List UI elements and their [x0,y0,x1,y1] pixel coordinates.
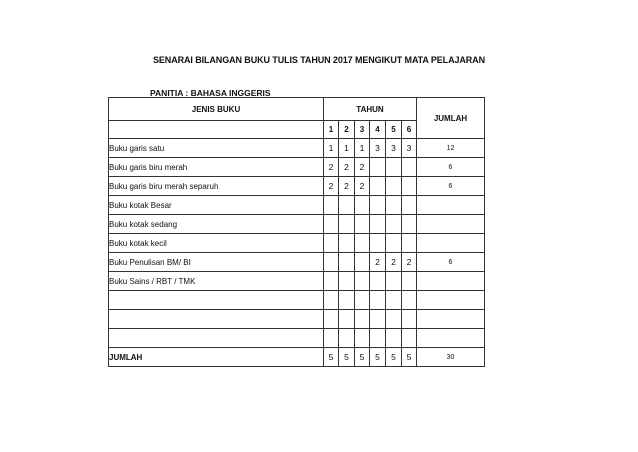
year-count-cell [386,177,402,196]
year-count-cell [402,158,417,177]
year-count-cell [324,329,339,348]
year-count-cell: 2 [339,177,355,196]
book-type-cell [109,310,324,329]
row-total-cell: 6 [417,158,485,177]
year-count-cell [355,253,370,272]
year-count-cell [324,196,339,215]
total-year-cell: 5 [339,348,355,367]
book-type-cell: Buku Penulisan BM/ BI [109,253,324,272]
table-row [109,158,485,177]
year-count-cell [370,310,386,329]
year-count-cell [355,272,370,291]
year-header: 3 [355,121,370,139]
book-type-cell: Buku garis biru merah separuh [109,177,324,196]
book-type-cell: Buku kotak kecil [109,234,324,253]
year-count-cell [386,234,402,253]
header-jumlah: JUMLAH [417,98,485,139]
year-count-cell: 1 [339,139,355,158]
year-count-cell [402,310,417,329]
year-count-cell [324,272,339,291]
year-count-cell: 1 [324,139,339,158]
table-row [109,291,485,310]
table-row [109,177,485,196]
year-count-cell: 2 [370,253,386,272]
book-type-cell: Buku kotak sedang [109,215,324,234]
year-count-cell [370,177,386,196]
book-count-table [108,97,485,367]
grand-total-cell: 30 [417,348,485,367]
book-type-cell [109,329,324,348]
year-count-cell [370,215,386,234]
year-header: 2 [339,121,355,139]
year-count-cell [339,234,355,253]
year-count-cell [402,234,417,253]
year-count-cell [355,215,370,234]
total-label-cell: JUMLAH [109,348,324,367]
year-count-cell [324,215,339,234]
year-count-cell [355,196,370,215]
year-count-cell [402,291,417,310]
year-count-cell [370,291,386,310]
year-count-cell [402,196,417,215]
row-total-cell: 6 [417,253,485,272]
year-count-cell: 2 [355,177,370,196]
year-count-cell [386,215,402,234]
table-row [109,310,485,329]
row-total-cell [417,291,485,310]
total-year-cell: 5 [402,348,417,367]
row-total-cell [417,234,485,253]
year-count-cell [324,310,339,329]
year-count-cell: 2 [339,158,355,177]
year-count-cell [324,234,339,253]
year-count-cell [370,272,386,291]
total-year-cell: 5 [324,348,339,367]
year-count-cell [339,310,355,329]
year-count-cell [370,234,386,253]
year-header: 1 [324,121,339,139]
year-count-cell [402,177,417,196]
book-type-cell: Buku kotak Besar [109,196,324,215]
year-count-cell: 3 [370,139,386,158]
year-count-cell: 2 [324,177,339,196]
year-header: 4 [370,121,386,139]
table-row [109,234,485,253]
row-total-cell [417,196,485,215]
year-count-cell [324,253,339,272]
year-header: 5 [386,121,402,139]
year-count-cell [355,234,370,253]
year-count-cell: 3 [386,139,402,158]
table-row [109,253,485,272]
year-count-cell [386,196,402,215]
year-count-cell [339,291,355,310]
year-count-cell [339,253,355,272]
year-count-cell: 2 [402,253,417,272]
table-row [109,329,485,348]
year-count-cell [386,272,402,291]
year-count-cell: 3 [402,139,417,158]
row-total-cell [417,329,485,348]
year-count-cell [339,329,355,348]
document-title: SENARAI BILANGAN BUKU TULIS TAHUN 2017 MENGIKUT MATA PELAJARAN [153,55,485,65]
book-type-cell: Buku garis satu [109,139,324,158]
table-row [109,215,485,234]
table-row [109,272,485,291]
year-count-cell: 2 [355,158,370,177]
year-count-cell [355,291,370,310]
book-type-cell [109,291,324,310]
table-row [109,139,485,158]
panitia-label: PANITIA : BAHASA INGGERIS [150,88,271,98]
header-jenis-buku: JENIS BUKU [109,98,324,121]
row-total-cell: 6 [417,177,485,196]
row-total-cell [417,310,485,329]
row-total-cell [417,272,485,291]
year-header: 6 [402,121,417,139]
year-count-cell [386,158,402,177]
year-count-cell [355,329,370,348]
table-row [109,196,485,215]
year-count-cell [339,215,355,234]
header-blank-cell [109,121,324,139]
year-count-cell [386,310,402,329]
year-count-cell [386,329,402,348]
total-year-cell: 5 [355,348,370,367]
year-count-cell: 2 [386,253,402,272]
year-count-cell [324,291,339,310]
total-row [109,348,485,367]
year-count-cell [370,158,386,177]
year-count-cell: 2 [324,158,339,177]
year-count-cell [339,196,355,215]
book-type-cell: Buku garis biru merah [109,158,324,177]
year-count-cell: 1 [355,139,370,158]
year-count-cell [402,329,417,348]
year-count-cell [370,196,386,215]
row-total-cell: 12 [417,139,485,158]
row-total-cell [417,215,485,234]
header-tahun: TAHUN [324,98,417,121]
year-count-cell [386,291,402,310]
year-count-cell [339,272,355,291]
total-year-cell: 5 [370,348,386,367]
year-count-cell [355,310,370,329]
total-year-cell: 5 [386,348,402,367]
year-count-cell [402,272,417,291]
year-count-cell [402,215,417,234]
book-type-cell: Buku Sains / RBT / TMK [109,272,324,291]
year-count-cell [370,329,386,348]
